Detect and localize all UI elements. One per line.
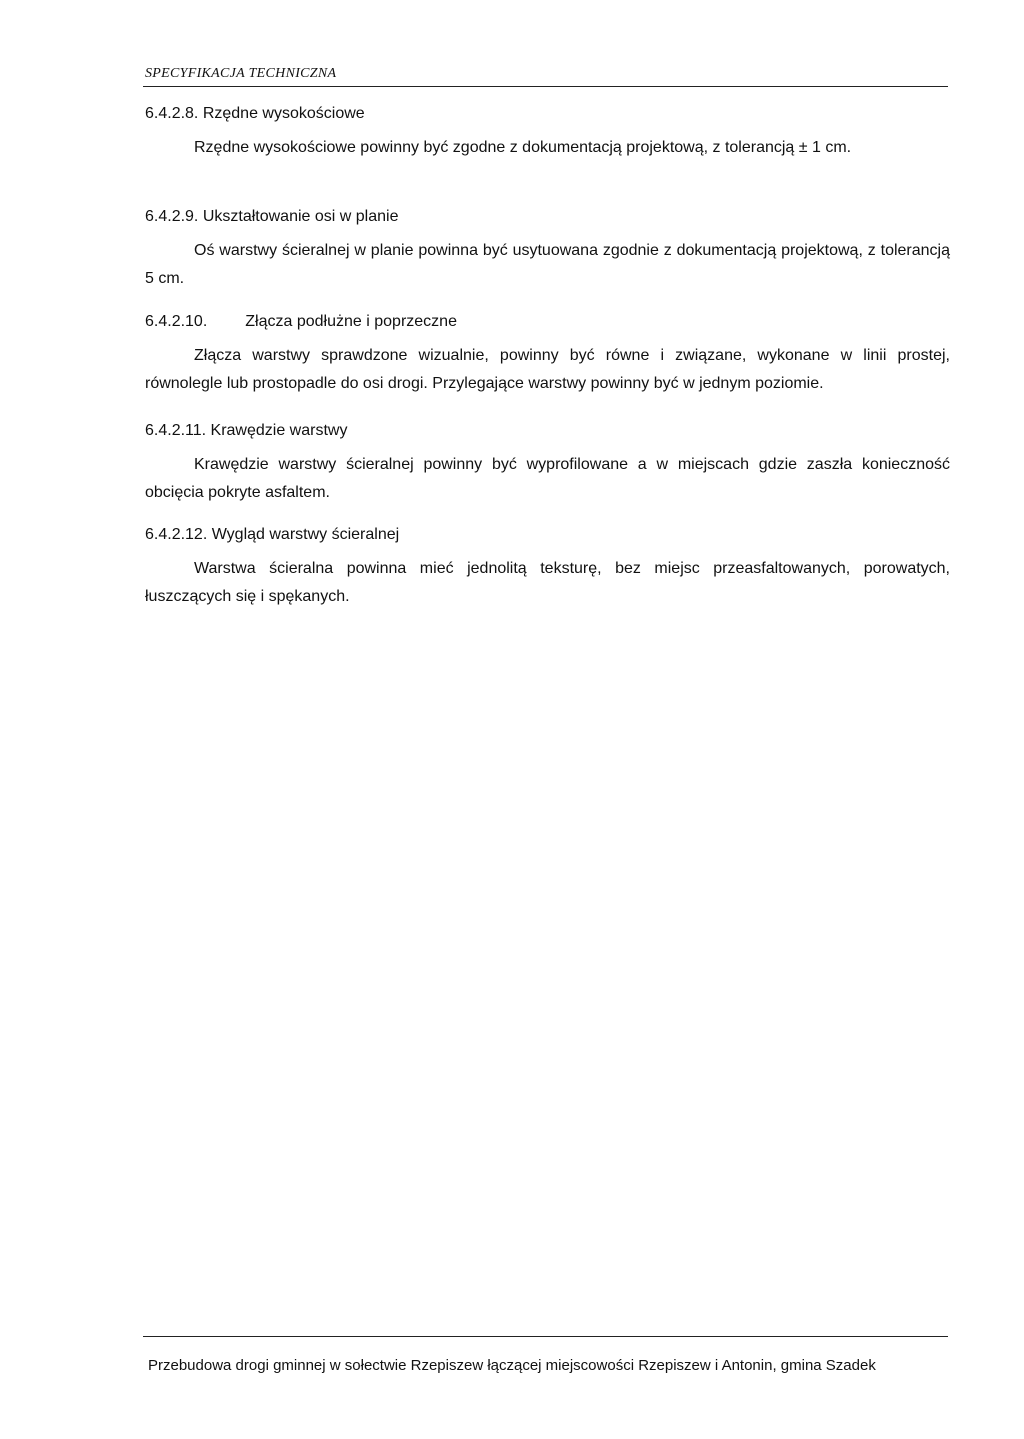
- section-6-4-2-12: [145, 525, 950, 611]
- section-number: 6.4.2.10.: [145, 313, 208, 330]
- running-header: SPECYFIKACJA TECHNICZNA: [145, 66, 337, 81]
- section-paragraph: Złącza warstwy sprawdzone wizualnie, powinny być równe i związane, wykonane w linii prostej, równolegle lub prostopadle do osi drogi. Przylegające warstwy powinny być w jednym poziomie.: [145, 347, 950, 392]
- footer-divider: [143, 1336, 948, 1337]
- section-heading: 6.4.2.11. Krawędzie warstwy: [145, 422, 348, 439]
- section-paragraph: Rzędne wysokościowe powinny być zgodne z dokumentacją projektową, z tolerancją ± 1 cm.: [194, 139, 852, 156]
- section-paragraph: Warstwa ścieralna powinna mieć jednolitą teksturę, bez miejsc przeasfaltowanych, porowatych, łuszczących się i spękanych.: [145, 560, 950, 605]
- section-6-4-2-11: [145, 421, 950, 507]
- running-footer: Przebudowa drogi gminnej w sołectwie Rzepiszew łączącej miejscowości Rzepiszew i Antonin, gmina Szadek: [148, 1357, 876, 1374]
- header-divider: [143, 86, 948, 87]
- section-title: Złącza podłużne i poprzeczne: [245, 313, 457, 330]
- section-paragraph: Oś warstwy ścieralnej w planie powinna być usytuowana zgodnie z dokumentacją projektową, z tolerancją 5 cm.: [145, 242, 950, 287]
- section-6-4-2-9: [145, 207, 950, 293]
- section-heading: 6.4.2.12. Wygląd warstwy ścieralnej: [145, 526, 400, 543]
- section-paragraph: Krawędzie warstwy ścieralnej powinny być wyprofilowane a w miejscach gdzie zaszła konieczność obcięcia pokryte asfaltem.: [145, 456, 950, 501]
- section-heading: 6.4.2.8. Rzędne wysokościowe: [145, 105, 365, 122]
- section-6-4-2-8: [145, 104, 950, 162]
- section-heading: [145, 312, 950, 332]
- section-6-4-2-10: [145, 312, 950, 398]
- section-heading: 6.4.2.9. Ukształtowanie osi w planie: [145, 208, 399, 225]
